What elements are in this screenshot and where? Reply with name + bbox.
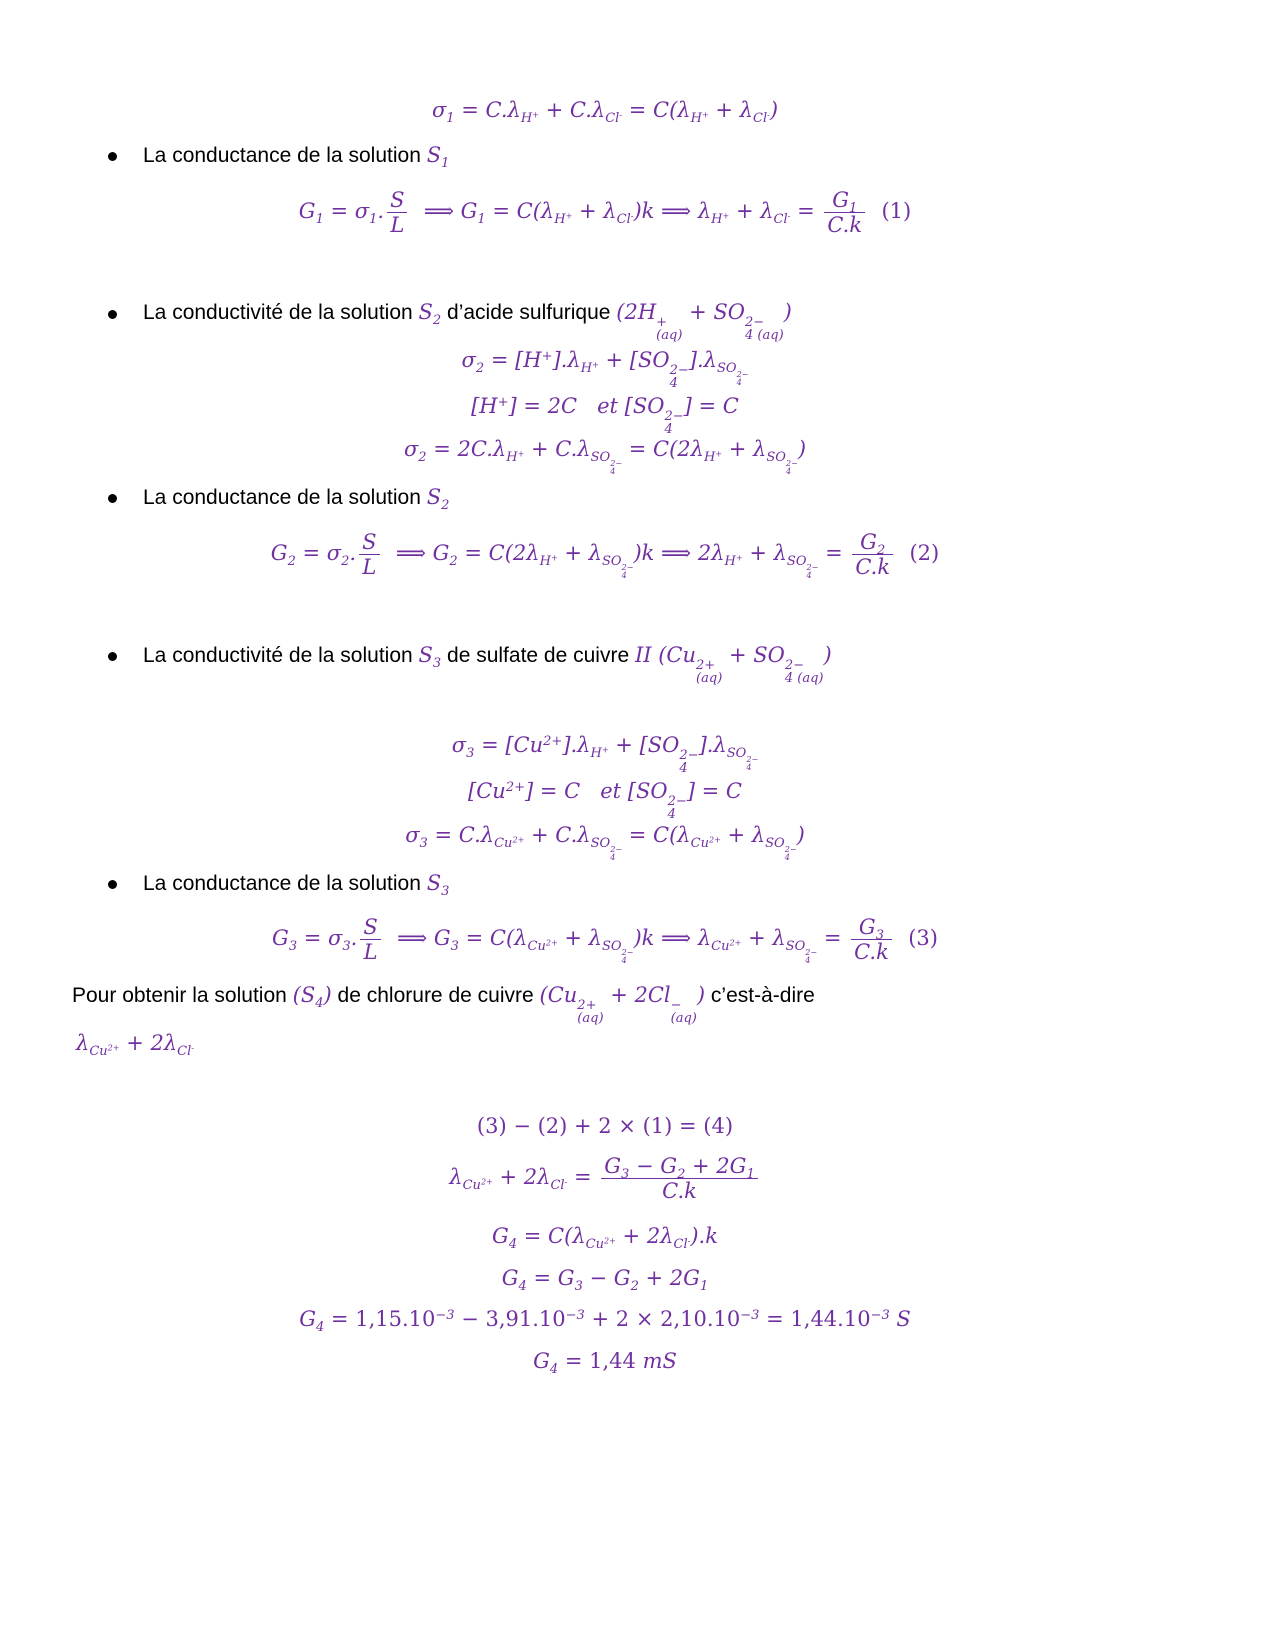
equation-sigma3: $\sigma_3 = [Cu^{2+}].\lambda_{H^+} + [SO$ 4 2− ]$.\lambda_{SO 4 2-}$ xyxy=(451,733,759,777)
math: $S_2$ xyxy=(426,485,450,514)
equation-sigma2-expanded: $\sigma_2 = 2C.\lambda_{H^+} + C.\lambda_{SO 4 2-}$ = $C(2\lambda_{H^+} + \lambda_{SO 4 2-}$ ) xyxy=(403,437,807,476)
equation-g4-def: $G_4 = C(\lambda_{Cu^{2+}} + 2\lambda_{Cl^-}).k$ xyxy=(492,1224,718,1253)
math: $S_3$ xyxy=(426,871,450,900)
expression-lambda-s4: $\lambda_{Cu^{2+}} + 2\lambda_{Cl^-}$ xyxy=(76,1031,195,1060)
math: $S_2$ xyxy=(418,300,442,329)
equation-lambda-s4: $\lambda_{Cu^{2+}} + 2\lambda_{Cl^-}$ = $\frac{G_3 - G_2 + 2G_1}{C.k}$ xyxy=(0,1154,1210,1203)
equation-sigma1: $\sigma_1 = C.\lambda_{H^+} + C.\lambda_{Cl^-} = C(\lambda_{H^+} + \lambda_{Cl^-})$ xyxy=(431,98,779,127)
text: La conductance de la solution xyxy=(143,144,427,167)
bullet-conductivity-s3 xyxy=(143,643,832,685)
math: $S_1$ xyxy=(426,143,450,172)
equation-concentrations-2: [H+] = 2C et [SO 4 2− ] = C xyxy=(471,394,739,438)
equation-concentrations-3: $[Cu^{2+}] = C$ et [SO 4 2− ] = C xyxy=(468,779,742,823)
text: Pour obtenir la solution xyxy=(72,984,293,1007)
text: c’est-à-dire xyxy=(705,984,815,1007)
text: de chlorure de cuivre xyxy=(331,984,540,1007)
bullet xyxy=(108,880,117,889)
bullet xyxy=(108,494,117,503)
math: (2H (aq) + + SO 4 (aq) 2− ) xyxy=(616,300,792,344)
bullet xyxy=(108,652,117,661)
text: La conductivité de la solution xyxy=(143,301,419,324)
bullet xyxy=(108,310,117,319)
text: de sulfate de cuivre xyxy=(441,644,635,667)
bullet-conductance-s3 xyxy=(143,871,450,900)
text: d’acide sulfurique xyxy=(441,301,617,324)
paragraph-s4 xyxy=(72,983,815,1025)
equation-sigma2: $\sigma_2 = [H^+].\lambda_{H^+} + [SO$ 4 2− ]$.\lambda_{SO 4 2-}$ xyxy=(461,348,749,392)
equation-combination: (3) − (2) + 2 × (1) = (4) xyxy=(476,1114,734,1138)
equation-g3: $G_3 = \sigma_3$. $\frac{S}{L}$ ⟹ $G_3 = C(\lambda_{Cu^{2+}} + \lambda_{SO 4 2-}$ )k ⟹ $\lambda_{Cu^{2+}} + \lambda_{SO 4 2-}$ = $\frac{G_3}{C.k}$ (3) xyxy=(272,915,938,965)
math: (Cu (aq) 2+ + 2Cl (aq) − ) xyxy=(539,983,706,1027)
bullet-conductivity-s2 xyxy=(143,300,792,342)
bullet-conductance-s1 xyxy=(143,143,450,172)
equation-sigma3-expanded: $\sigma_3 = C.\lambda_{Cu^{2+}} + C.\lambda_{SO 4 2-}$ = $C(\lambda_{Cu^{2+}} + \lambda_{SO 4 2-}$ ) xyxy=(405,823,805,862)
equation-g4-result: $G_4 = 1,44$ mS xyxy=(533,1349,677,1378)
text: La conductivité de la solution xyxy=(143,644,419,667)
equation-g1: $G_1 = \sigma_1$. $\frac{S}{L}$ ⟹ $G_1 = C(\lambda_{H^+} + \lambda_{Cl^-})k$ ⟹ $\lambda_{H^+} + \lambda_{Cl^-}$ = $\frac{G_1}{C.k}$ (1) xyxy=(298,188,912,237)
math: $S_3$ xyxy=(418,643,442,672)
text: La conductance de la solution xyxy=(143,872,427,895)
math: $(S_4)$ xyxy=(292,983,332,1012)
equation-g4-relation: $G_4 = G_3 - G_2 + 2G_1$ xyxy=(501,1266,709,1295)
text: La conductance de la solution xyxy=(143,486,427,509)
equation-g2: $G_2 = \sigma_2$. $\frac{S}{L}$ ⟹ $G_2 = C(2\lambda_{H^+} + \lambda_{SO 4 2-}$ )k ⟹ $2\lambda_{H^+} + \lambda_{SO 4 2-}$ = $\frac{G_2}{C.k}$ (2) xyxy=(270,530,940,580)
math: II (Cu (aq) 2+ + SO 4 (aq) 2− ) xyxy=(634,643,832,687)
bullet xyxy=(108,152,117,161)
equation-g4-numeric: $G_4 = 1,15.10^{-3} - 3,91.10^{-3} + 2 \times 2,10.10^{-3} = 1,44.10^{-3}$ S xyxy=(299,1307,911,1336)
bullet-conductance-s2 xyxy=(143,485,450,514)
